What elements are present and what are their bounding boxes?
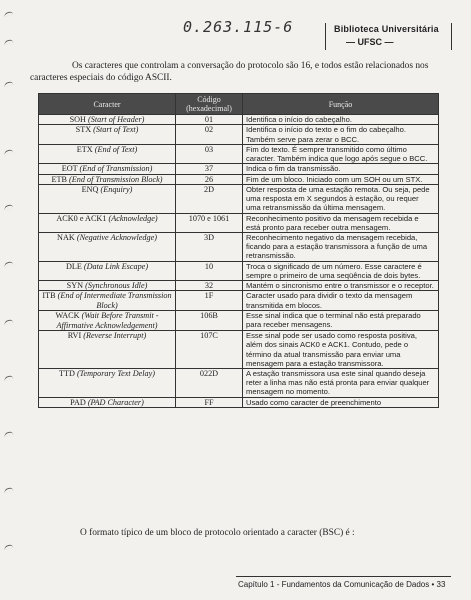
character-cell [39,368,176,397]
table-row [39,397,439,407]
function-cell: Fim de um bloco. Iniciado com um SOH ou um STX. [243,174,439,184]
intro-line-1: Os caracteres que controlam a conversação do protocolo são 16, e todos estão relacionados nos [72,61,429,71]
table-row [39,291,439,311]
stamp-line-2: — UFSC — [346,37,394,47]
character-full-name: (End of Transmission) [79,164,153,174]
hex-code-cell: 1070 e 1061 [176,213,243,232]
hex-code-cell: 106B [176,311,243,331]
character-abbr: EOT [61,164,78,174]
table-row [39,174,439,184]
character-cell [39,213,176,232]
binding-mark [4,149,14,156]
character-full-name: (Start of Header) [88,115,145,124]
character-cell [39,261,176,280]
function-cell: A estação transmissora usa este sinal quando deseja reter a linha mas não está pronta para enviar qualquer mensagem no momento. [243,368,439,397]
character-cell [39,115,176,125]
hex-code-cell: FF [176,397,243,407]
character-cell [39,125,176,144]
function-cell: Indica o fim da transmissão. [243,164,439,174]
character-full-name: (Negative Acknowledge) [76,233,157,243]
hex-code-cell: 1F [176,291,243,311]
character-cell [39,291,176,311]
function-cell: Obter resposta de uma estação remota. Ou seja, pede uma resposta em X segundos à estação, ou requer uma retransmissão da última mensagem. [243,185,439,214]
hex-code-cell: 022D [176,368,243,397]
character-abbr: WACK [55,311,80,321]
character-cell [39,164,176,174]
table-row [39,261,439,280]
character-abbr: ETB [51,174,67,184]
binding-mark [4,319,14,326]
table-row [39,311,439,331]
binding-mark [4,544,14,551]
table-row [39,125,439,144]
binding-mark [4,431,14,438]
table-row [39,185,439,214]
function-cell: Identifica o início do texto e o fim do cabeçalho. Também serve para zerar o BCC. [243,125,439,144]
binding-mark [4,81,14,88]
character-full-name: (Enquiry) [100,185,133,195]
footer-rule [236,576,451,577]
table-row [39,164,439,174]
character-full-name: (Synchronous Idle) [85,281,148,291]
character-full-name: (Temporary Text Delay) [76,368,156,378]
character-full-name: (End of Intermediate Transmission Block) [57,291,172,310]
character-cell [39,281,176,291]
character-full-name: (PAD Character) [87,397,144,407]
table-row [39,233,439,262]
character-cell [39,144,176,163]
character-cell [39,233,176,262]
character-abbr: TTD [58,368,75,378]
character-abbr: SYN [66,281,84,291]
intro-line-2: caracteres especiais do código ASCII. [30,73,172,83]
hex-code-cell: 10 [176,261,243,280]
hex-code-cell: 03 [176,144,243,163]
control-characters-table [38,93,439,408]
header-character: Caracter [39,94,176,115]
table-header-row [39,94,439,115]
function-cell: Esse sinal indica que o terminal não está preparado para receber mensagens. [243,311,439,331]
character-full-name: (End of Transmission Block) [69,174,163,184]
function-cell: Usado como caracter de preenchimento [243,397,439,407]
character-abbr: SOH [69,115,86,124]
table-row [39,368,439,397]
character-full-name: (Start of Text) [93,125,139,135]
binding-mark [4,11,14,18]
character-abbr: ENQ [81,185,99,195]
character-abbr: PAD [70,397,86,407]
header-code: Código (hexadecimal) [176,94,243,115]
function-cell: Caracter usado para dividir o texto da mensagem transmitida em blocos. [243,291,439,311]
character-cell [39,174,176,184]
binding-mark [4,204,14,211]
character-abbr: DLE [65,261,82,271]
function-cell: Fim do texto. É sempre transmitido como último caracter. Também indica que logo após segue o BCC. [243,144,439,163]
intro-paragraph [30,60,450,84]
character-cell [39,311,176,331]
binding-mark [4,375,14,382]
library-stamp [325,23,452,50]
hex-code-cell: 107C [176,331,243,369]
character-full-name: (Wait Before Transmit - Affirmative Acknowledgement) [56,311,159,330]
character-cell [39,185,176,214]
binding-mark [4,39,14,46]
hex-code-cell: 37 [176,164,243,174]
hex-code-cell: 26 [176,174,243,184]
hex-code-cell: 32 [176,281,243,291]
character-full-name: (Data Link Escape) [83,261,149,271]
character-full-name: (Acknowledge) [108,213,158,223]
table-row [39,281,439,291]
character-abbr: STX [75,125,92,135]
character-abbr: ACK0 e ACK1 [56,213,107,223]
hex-code-cell: 3D [176,233,243,262]
footer-bullet: • [431,580,435,589]
table-row [39,331,439,369]
table-row [39,213,439,232]
binding-mark [4,487,14,494]
function-cell: Reconhecimento positivo da mensagem recebida e está pronto para receber outra mensagem. [243,213,439,232]
hex-code-cell: 01 [176,115,243,125]
binding-mark [4,261,14,268]
character-abbr: ITB [42,291,56,301]
table-row [39,115,439,125]
function-cell: Identifica o início do cabeçalho. [243,115,439,125]
character-full-name: (Reverse Interrupt) [83,331,147,341]
stamp-line-1: Biblioteca Universitária [334,24,439,34]
function-cell: Reconhecimento negativo da mensagem recebida, ficando para a estação transmissora a função de uma retransmissão. [243,233,439,262]
function-cell: Mantém o sincronismo entre o transmissor e o receptor. [243,281,439,291]
character-abbr: ETX [76,144,93,154]
page-number: 33 [436,580,446,589]
character-abbr: RVI [67,331,82,341]
handwritten-catalog-number: 0.263.115-6 [183,18,294,36]
character-cell [39,331,176,369]
character-cell [39,397,176,407]
hex-code-cell: 02 [176,125,243,144]
page-footer [238,580,445,589]
closing-paragraph: O formato típico de um bloco de protocolo orientado a caracter (BSC) é : [80,528,355,538]
header-function: Função [243,94,439,115]
character-full-name: (End of Text) [94,144,138,154]
character-abbr: NAK [57,233,75,243]
function-cell: Esse sinal pode ser usado como resposta positiva, além dos sinais ACK0 e ACK1. Contudo, pede o término da atual transmissão para enviar uma mensagem para a estação transmissora. [243,331,439,369]
table-row [39,144,439,163]
footer-chapter: Capítulo 1 - Fundamentos da Comunicação de Dados [238,580,430,589]
function-cell: Troca o significado de um número. Esse caractere é sempre o primeiro de uma seqüência de dois bytes. [243,261,439,280]
hex-code-cell: 2D [176,185,243,214]
